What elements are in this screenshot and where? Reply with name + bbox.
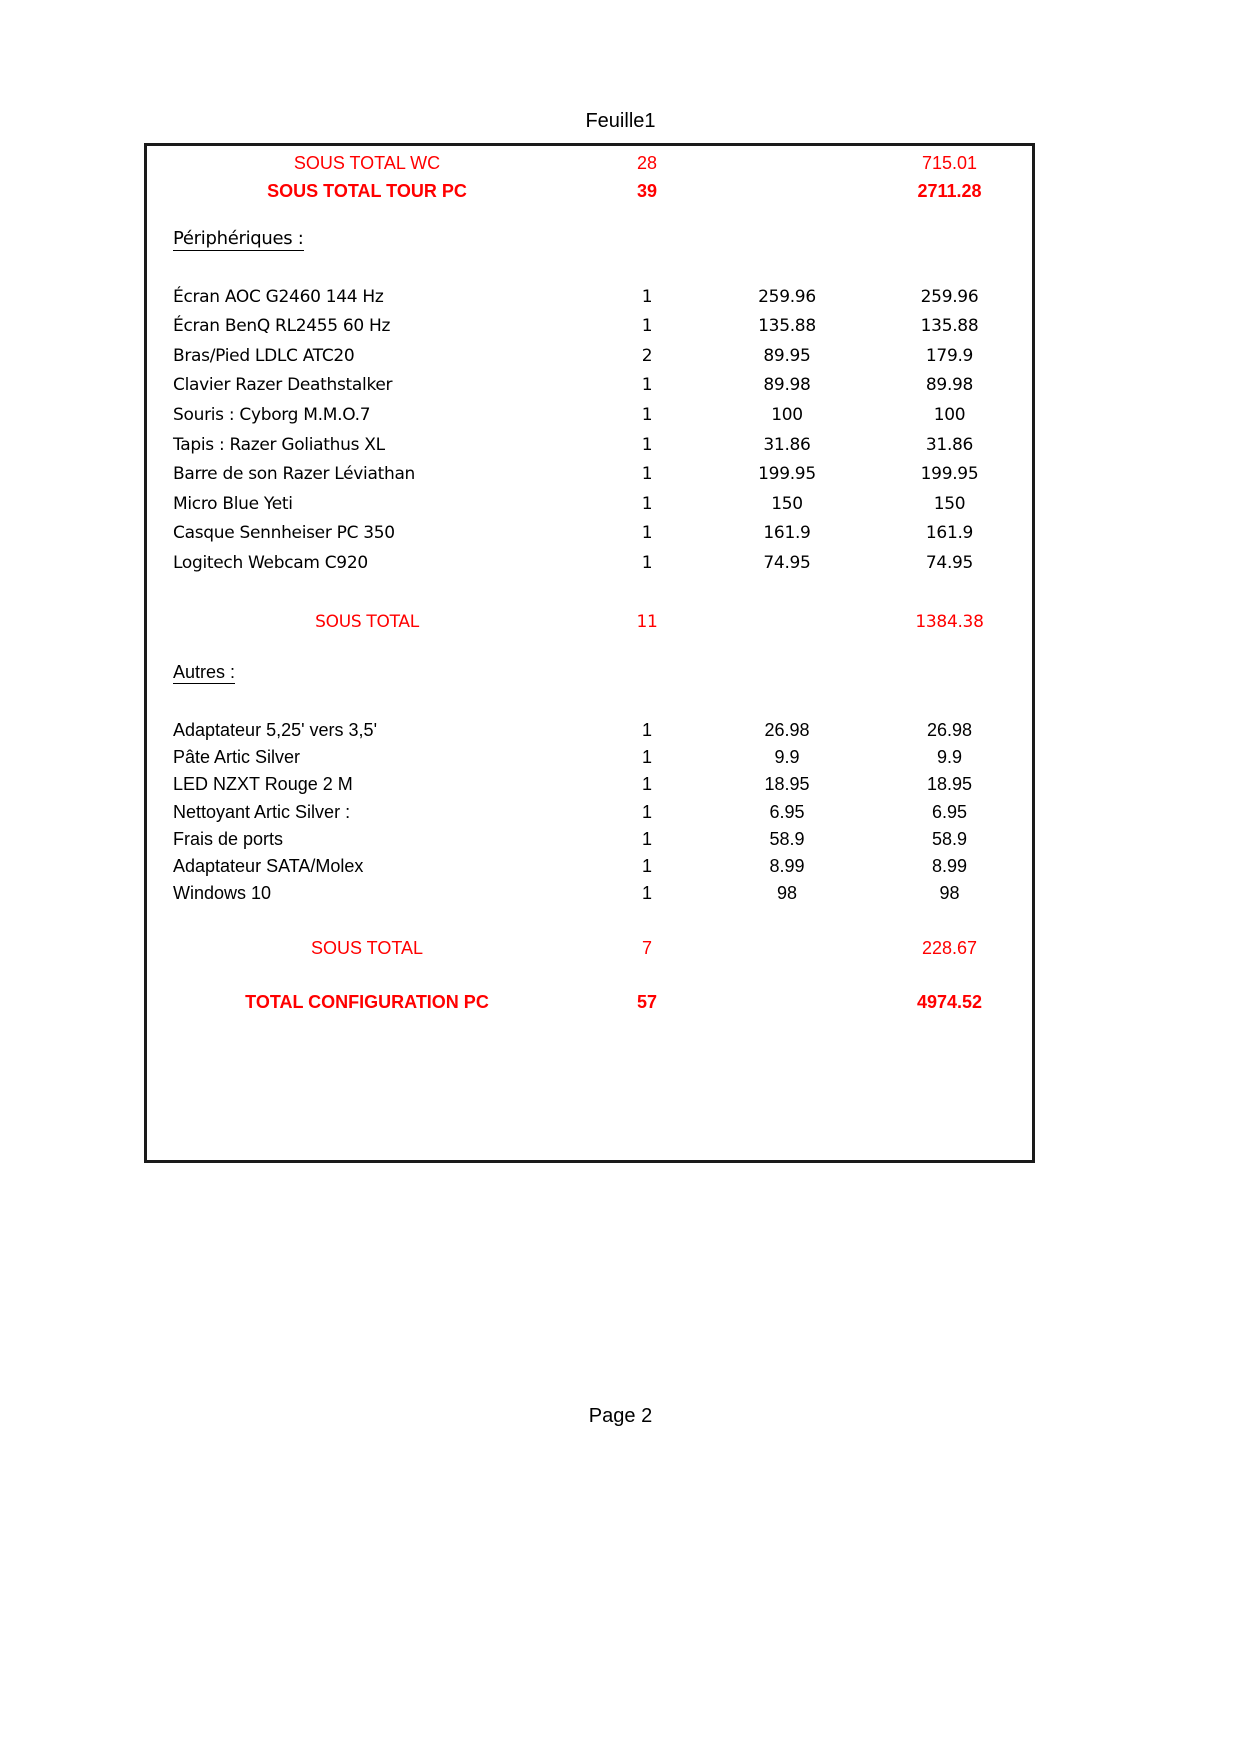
peripherique-row-1 [147,312,1032,341]
autre-row-1-total: 9.9 [936,747,963,768]
autre-row-5-qty: 1 [641,856,652,876]
top-total-row-1 [147,177,1032,206]
autre-row-1-price: 9.9 [774,747,800,768]
grand-total-row [147,988,1032,1017]
top-total-row-1-label: SOUS TOTAL TOUR PC [267,181,467,201]
peripherique-row-8-price: 161.9 [763,523,811,544]
subtotal-autres-label: SOUS TOTAL [310,938,424,958]
autre-row-4 [147,825,1032,854]
section-heading-autres [173,662,235,683]
autre-row-2-label: LED NZXT Rouge 2 M [173,774,353,795]
autre-row-0-label: Adaptateur 5,25' vers 3,5' [173,720,378,740]
autre-row-4-total: 58.9 [931,828,968,849]
grand-total-row-label: TOTAL CONFIGURATION PC [245,992,489,1012]
top-total-row-1-total: 2711.28 [917,181,982,201]
section-heading-autres-text: Autres : [173,662,236,682]
peripherique-row-9-label: Logitech Webcam C920 [173,552,368,573]
peripherique-row-1-price: 135.88 [758,316,816,337]
autre-row-3 [147,798,1032,827]
peripherique-row-4-label: Souris : Cyborg M.M.O.7 [173,404,371,425]
peripherique-row-2-price: 89.95 [763,345,811,366]
peripherique-row-3-price: 89.98 [763,375,811,396]
peripherique-row-1-total: 135.88 [920,316,979,337]
autre-row-6-price: 98 [776,883,798,904]
peripherique-row-4 [147,400,1032,429]
autre-row-0-price: 26.98 [764,720,810,740]
autre-row-5-total: 8.99 [931,856,968,876]
peripherique-row-6-total: 199.95 [920,464,979,485]
grand-total-row-total: 4974.52 [916,992,983,1012]
peripherique-row-8-total: 161.9 [925,523,974,544]
autre-row-6-label: Windows 10 [173,883,272,904]
subtotal-peripheriques-qty: 11 [636,611,658,632]
subtotal-autres-qty: 7 [641,938,652,958]
section-heading-peripheriques-text: Périphériques : [173,228,304,249]
peripherique-row-9-price: 74.95 [763,552,811,573]
peripherique-row-6-label: Barre de son Razer Léviathan [173,464,416,485]
peripherique-row-0-qty: 1 [641,286,653,307]
subtotal-peripheriques-label: SOUS TOTAL [315,611,419,632]
peripherique-row-6 [147,460,1032,489]
autre-row-3-total: 6.95 [931,801,968,822]
peripherique-row-2-total: 179.9 [925,345,974,366]
peripherique-row-1-qty: 1 [641,316,653,337]
autre-row-3-qty: 1 [641,801,652,822]
subtotal-peripheriques [147,607,1032,636]
peripherique-row-5-label: Tapis : Razer Goliathus XL [173,434,385,455]
peripherique-row-3-label: Clavier Razer Deathstalker [173,375,393,396]
peripherique-row-0-price: 259.96 [758,286,816,307]
peripherique-row-0-total: 259.96 [920,286,979,307]
peripherique-row-7-price: 150 [771,493,803,514]
autre-row-2-price: 18.95 [764,774,810,795]
autre-row-6 [147,879,1032,908]
top-total-row-0-qty: 28 [636,153,658,173]
peripherique-row-6-qty: 1 [641,464,653,485]
autre-row-5-label: Adaptateur SATA/Molex [173,856,364,876]
peripherique-row-8 [147,519,1032,548]
grand-total-row-qty: 57 [636,992,658,1012]
peripherique-row-6-price: 199.95 [758,464,816,485]
peripherique-row-3 [147,371,1032,400]
subtotal-autres-total: 228.67 [921,938,978,958]
autre-row-4-price: 58.9 [769,828,805,849]
peripherique-row-5-total: 31.86 [925,434,974,455]
peripherique-row-5-price: 31.86 [763,434,811,455]
peripherique-row-8-qty: 1 [641,523,653,544]
autre-row-1 [147,743,1032,772]
subtotal-peripheriques-total: 1384.38 [915,611,984,632]
peripherique-row-5-qty: 1 [641,434,653,455]
subtotal-autres [147,934,1032,963]
peripherique-row-9-qty: 1 [641,552,653,573]
autre-row-1-qty: 1 [641,747,652,768]
spreadsheet-content [147,146,1032,1160]
peripherique-row-0 [147,282,1032,311]
autre-row-5-price: 8.99 [769,856,805,876]
peripherique-row-7-qty: 1 [641,493,653,514]
peripherique-row-7-label: Micro Blue Yeti [173,493,293,514]
peripherique-row-1-label: Écran BenQ RL2455 60 Hz [173,316,391,337]
peripherique-row-2-qty: 2 [641,345,653,366]
peripherique-row-9 [147,548,1032,577]
peripherique-row-5 [147,430,1032,459]
peripherique-row-7 [147,489,1032,518]
autre-row-4-qty: 1 [641,828,652,849]
top-total-row-1-qty: 39 [636,181,658,201]
peripherique-row-3-qty: 1 [641,375,653,396]
autre-row-5 [147,852,1032,881]
peripherique-row-2-label: Bras/Pied LDLC ATC20 [173,345,355,366]
autre-row-0-qty: 1 [641,720,652,740]
print-area-border [144,143,1035,1163]
autre-row-1-label: Pâte Artic Silver [173,747,301,768]
page-footer: Page 2 [588,1405,653,1427]
section-heading-peripheriques [173,228,304,249]
autre-row-6-total: 98 [939,883,960,904]
peripherique-row-9-total: 74.95 [925,552,974,573]
top-total-row-0 [147,149,1032,178]
peripherique-row-8-label: Casque Sennheiser PC 350 [173,523,395,544]
autre-row-0 [147,716,1032,745]
autre-row-3-price: 6.95 [769,801,805,822]
top-total-row-0-total: 715.01 [921,153,978,173]
peripherique-row-4-price: 100 [771,404,803,425]
peripherique-row-3-total: 89.98 [925,375,974,396]
peripherique-row-7-total: 150 [933,493,966,514]
top-total-row-0-label: SOUS TOTAL WC [293,153,441,173]
autre-row-4-label: Frais de ports [173,828,284,849]
autre-row-6-qty: 1 [641,883,652,904]
sheet-title: Feuille1 [585,110,656,132]
peripherique-row-4-qty: 1 [641,404,653,425]
peripherique-row-4-total: 100 [933,404,966,425]
autre-row-0-total: 26.98 [926,720,973,740]
autre-row-2-qty: 1 [641,774,652,795]
autre-row-3-label: Nettoyant Artic Silver : [173,801,351,822]
autre-row-2-total: 18.95 [926,774,973,795]
peripherique-row-2 [147,341,1032,370]
peripherique-row-0-label: Écran AOC G2460 144 Hz [173,286,384,307]
autre-row-2 [147,770,1032,799]
